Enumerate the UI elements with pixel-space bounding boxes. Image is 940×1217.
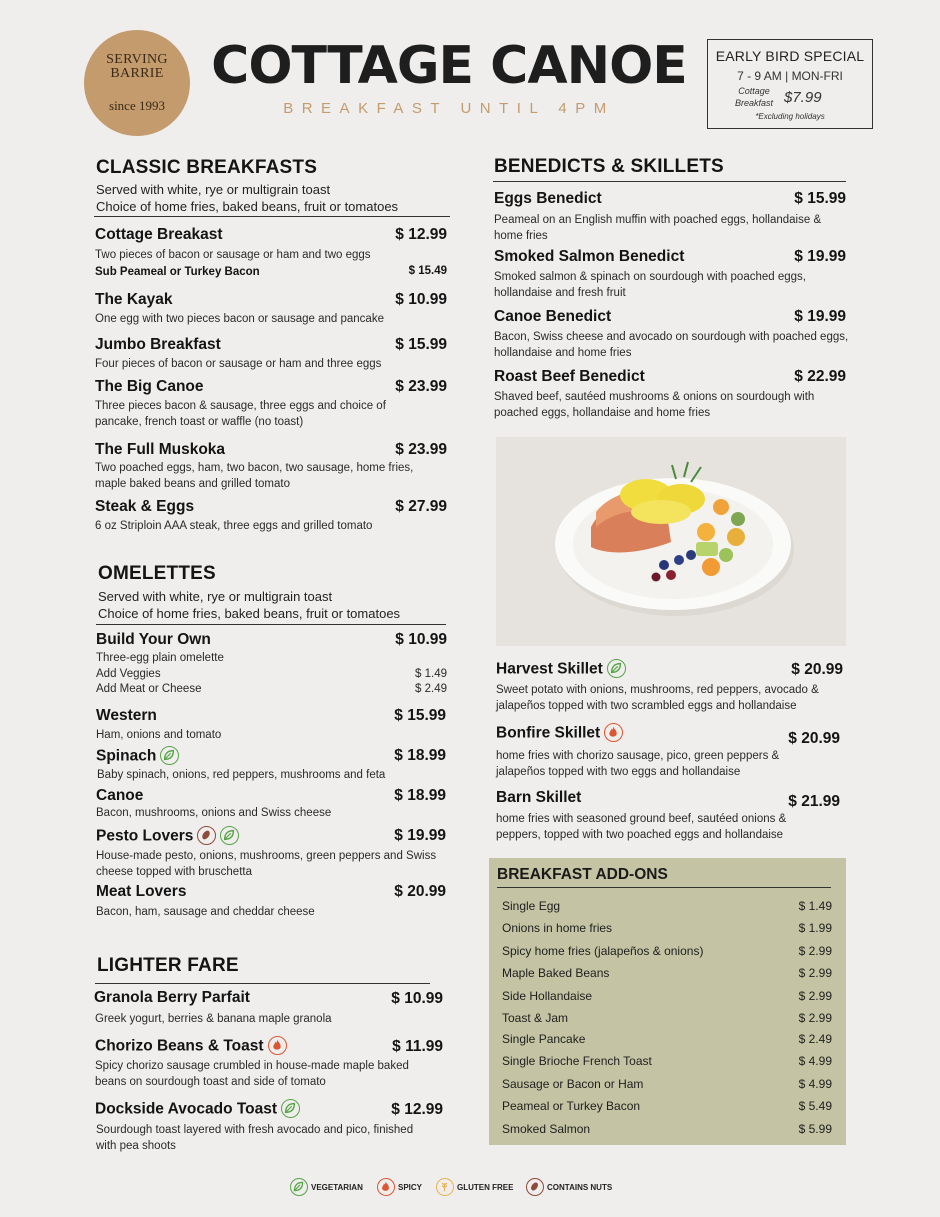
menu-item-desc: Smoked salmon & spinach on sourdough with poached eggs, hollandaise and fresh fruit bbox=[494, 271, 806, 299]
menu-item-price: $ 12.99 bbox=[395, 226, 447, 243]
menu-item-price: $ 12.99 bbox=[391, 1101, 443, 1118]
menu-item-price: $ 19.99 bbox=[794, 308, 846, 325]
menu-item-name bbox=[95, 1100, 300, 1119]
menu-item-price: $ 11.99 bbox=[392, 1038, 443, 1055]
menu-item-name bbox=[496, 724, 623, 743]
menu-item-option: Add Meat or Cheese bbox=[96, 683, 202, 695]
menu-item-desc: Baby spinach, onions, red peppers, mushrooms and feta bbox=[97, 769, 386, 781]
addon-name: Single Brioche French Toast bbox=[502, 1054, 652, 1068]
menu-item-price: $ 10.99 bbox=[391, 990, 443, 1007]
gluten-free-icon bbox=[436, 1178, 454, 1196]
legend-label: GLUTEN FREE bbox=[457, 1183, 514, 1193]
menu-item-option-price: $ 15.49 bbox=[408, 265, 447, 277]
menu-item-price: $ 15.99 bbox=[394, 707, 446, 724]
badge-line1: SERVING bbox=[106, 52, 168, 67]
menu-item-name: Eggs Benedict bbox=[494, 190, 602, 207]
legend-label: SPICY bbox=[398, 1183, 423, 1193]
addon-price: $ 1.49 bbox=[798, 899, 832, 913]
menu-item-price: $ 18.99 bbox=[394, 747, 446, 764]
menu-item-price: $ 20.99 bbox=[791, 661, 843, 678]
logo-badge bbox=[84, 30, 190, 136]
addon-price: $ 4.99 bbox=[798, 1054, 832, 1068]
legend-gluten-free bbox=[436, 1179, 513, 1197]
menu-item-desc: Peameal on an English muffin with poached eggs, hollandaise & home fries bbox=[494, 214, 822, 242]
addon-name: Spicy home fries (jalapeños & onions) bbox=[502, 944, 704, 958]
contains-nuts-icon bbox=[526, 1178, 544, 1196]
menu-item-name: The Kayak bbox=[95, 291, 173, 308]
classic-rule bbox=[94, 216, 450, 217]
menu-item-name-text: Chorizo Beans & Toast bbox=[95, 1037, 264, 1055]
addon-price: $ 2.99 bbox=[798, 944, 832, 958]
menu-item-price: $ 20.99 bbox=[394, 883, 446, 900]
menu-item-price: $ 22.99 bbox=[794, 368, 846, 385]
menu-item-name bbox=[96, 747, 179, 766]
lighter-title: LIGHTER FARE bbox=[97, 955, 239, 976]
vegetarian-icon bbox=[290, 1178, 308, 1196]
menu-item-price: $ 19.99 bbox=[394, 827, 446, 844]
menu-item-desc: Bacon, Swiss cheese and avocado on sourdough with poached eggs, hollandaise and home fries bbox=[494, 331, 849, 359]
menu-item-desc: Bacon, mushrooms, onions and Swiss cheese bbox=[96, 807, 332, 819]
menu-item-name: Barn Skillet bbox=[496, 789, 582, 806]
addon-price: $ 5.49 bbox=[798, 1099, 832, 1113]
legend-label: VEGETARIAN bbox=[311, 1183, 363, 1193]
addon-name: Onions in home fries bbox=[502, 921, 613, 935]
menu-item-desc: Two pieces of bacon or sausage or ham and two eggs bbox=[95, 249, 371, 261]
menu-item-desc: House-made pesto, onions, mushrooms, green peppers and Swiss cheese topped with bruschetta bbox=[96, 850, 437, 878]
menu-item-name: Smoked Salmon Benedict bbox=[494, 248, 685, 265]
menu-item-desc: Bacon, ham, sausage and cheddar cheese bbox=[96, 906, 315, 918]
menu-item-name-text: Harvest Skillet bbox=[496, 660, 603, 678]
menu-item-name: The Big Canoe bbox=[95, 378, 204, 395]
lighter-rule bbox=[95, 983, 430, 984]
addon-name: Side Hollandaise bbox=[502, 989, 593, 1003]
omelettes-subtitle2: Choice of home fries, baked beans, fruit or tomatoes bbox=[98, 606, 401, 621]
menu-item-option-price: $ 1.49 bbox=[415, 668, 447, 680]
menu-item-option: Sub Peameal or Turkey Bacon bbox=[95, 266, 260, 278]
menu-item-name-text: Pesto Lovers bbox=[96, 827, 194, 845]
menu-item-price: $ 15.99 bbox=[395, 336, 447, 353]
page-title: COTTAGE CANOE bbox=[211, 36, 687, 96]
menu-item-name: Canoe Benedict bbox=[494, 308, 612, 325]
menu-item-name: Roast Beef Benedict bbox=[494, 368, 645, 385]
menu-item-name bbox=[95, 1037, 287, 1056]
menu-item-name: Jumbo Breakfast bbox=[95, 336, 221, 353]
vegetarian-icon bbox=[160, 746, 179, 765]
page-subtitle: BREAKFAST UNTIL 4PM bbox=[283, 100, 615, 117]
addon-price: $ 5.99 bbox=[798, 1122, 832, 1136]
omelettes-subtitle1: Served with white, rye or multigrain toast bbox=[98, 589, 333, 604]
menu-item-name: Western bbox=[96, 707, 157, 724]
early-bird-note: *Excluding holidays bbox=[755, 112, 825, 121]
menu-item-desc: Shaved beef, sautéed mushrooms & onions on sourdough with poached eggs, hollandaise and home fries bbox=[494, 391, 815, 419]
badge-since: since 1993 bbox=[109, 98, 165, 113]
early-bird-box bbox=[707, 39, 873, 129]
menu-item-option-price: $ 2.49 bbox=[415, 683, 447, 695]
benedicts-rule bbox=[493, 181, 846, 182]
menu-item-desc: home fries with seasoned ground beef, sautéed onions & peppers, topped with two poached eggs and hollandaise bbox=[496, 813, 787, 841]
menu-item-price: $ 10.99 bbox=[395, 631, 447, 648]
addon-price: $ 1.99 bbox=[798, 921, 832, 935]
addon-name: Smoked Salmon bbox=[502, 1122, 591, 1136]
menu-item-desc: Three pieces bacon & sausage, three eggs and choice of pancake, french toast or waffle (no toast) bbox=[95, 400, 386, 428]
menu-item-name: Cottage Breakast bbox=[95, 226, 223, 243]
menu-item-desc: Spicy chorizo sausage crumbled in house-made maple baked beans on sourdough toast and side of tomato bbox=[95, 1060, 409, 1088]
menu-item-desc: Four pieces of bacon or sausage or ham and three eggs bbox=[95, 358, 382, 370]
menu-item-name bbox=[496, 660, 626, 679]
addons-rule bbox=[497, 887, 831, 888]
menu-item-price: $ 10.99 bbox=[395, 291, 447, 308]
addon-name: Peameal or Turkey Bacon bbox=[502, 1099, 641, 1113]
menu-item-desc: Sweet potato with onions, mushrooms, red peppers, avocado & jalapeños topped with two scrambled eggs and hollandaise bbox=[496, 684, 819, 712]
menu-item-desc: Sourdough toast layered with fresh avocado and pico, finished with pea shoots bbox=[96, 1124, 414, 1152]
menu-item-price: $ 23.99 bbox=[395, 378, 447, 395]
benedicts-title: BENEDICTS & SKILLETS bbox=[494, 156, 724, 177]
menu-item-desc: One egg with two pieces bacon or sausage and pancake bbox=[95, 313, 384, 325]
menu-item-name: Meat Lovers bbox=[96, 883, 187, 900]
menu-item-price: $ 21.99 bbox=[788, 793, 840, 810]
classic-subtitle2: Choice of home fries, baked beans, fruit or tomatoes bbox=[96, 199, 399, 214]
addon-name: Single Pancake bbox=[502, 1032, 586, 1046]
menu-item-name bbox=[96, 827, 239, 846]
early-bird-title: EARLY BIRD SPECIAL bbox=[715, 48, 865, 64]
menu-item-desc: Ham, onions and tomato bbox=[96, 729, 222, 741]
menu-item-name-text: Bonfire Skillet bbox=[496, 724, 601, 742]
omelettes-rule bbox=[96, 624, 446, 625]
vegetarian-icon bbox=[220, 826, 239, 845]
menu-item-desc: Two poached eggs, ham, two bacon, two sausage, home fries, maple baked beans and grilled tomato bbox=[95, 462, 414, 490]
spicy-icon bbox=[377, 1178, 395, 1196]
addon-name: Maple Baked Beans bbox=[502, 966, 610, 980]
early-bird-hours: 7 - 9 AM | MON-FRI bbox=[737, 69, 843, 83]
menu-item-price: $ 20.99 bbox=[788, 730, 840, 747]
legend-nuts bbox=[526, 1179, 612, 1197]
addon-name: Toast & Jam bbox=[502, 1011, 569, 1025]
menu-item-price: $ 27.99 bbox=[395, 498, 447, 515]
menu-item-name-text: Dockside Avocado Toast bbox=[95, 1100, 278, 1118]
addon-name: Sausage or Bacon or Ham bbox=[502, 1077, 644, 1091]
menu-item-price: $ 19.99 bbox=[794, 248, 846, 265]
vegetarian-icon bbox=[281, 1099, 300, 1118]
addon-name: Single Egg bbox=[502, 899, 561, 913]
spicy-icon bbox=[604, 723, 623, 742]
menu-item-name: Build Your Own bbox=[96, 631, 211, 648]
menu-item-price: $ 18.99 bbox=[394, 787, 446, 804]
menu-item-price: $ 23.99 bbox=[395, 441, 447, 458]
menu-item-desc: Three-egg plain omelette bbox=[96, 652, 224, 664]
menu-item-price: $ 15.99 bbox=[794, 190, 846, 207]
menu-item-desc: 6 oz Striploin AAA steak, three eggs and grilled tomato bbox=[95, 520, 373, 532]
addon-price: $ 2.99 bbox=[798, 966, 832, 980]
addon-price: $ 2.49 bbox=[798, 1032, 832, 1046]
legend-vegetarian bbox=[290, 1179, 363, 1197]
classic-title: CLASSIC BREAKFASTS bbox=[96, 157, 318, 178]
menu-item-name: Canoe bbox=[96, 787, 144, 804]
addons-title: BREAKFAST ADD-ONS bbox=[497, 866, 668, 883]
early-bird-item: Cottage Breakfast bbox=[734, 86, 774, 108]
food-photo bbox=[496, 437, 846, 646]
addon-price: $ 2.99 bbox=[798, 1011, 832, 1025]
omelettes-title: OMELETTES bbox=[98, 563, 216, 584]
menu-item-name: The Full Muskoka bbox=[95, 441, 226, 458]
menu-item-name: Steak & Eggs bbox=[95, 498, 195, 515]
menu-item-name: Granola Berry Parfait bbox=[94, 989, 250, 1006]
spicy-icon bbox=[268, 1036, 287, 1055]
menu-item-option: Add Veggies bbox=[96, 668, 161, 680]
legend-label: CONTAINS NUTS bbox=[547, 1183, 613, 1193]
addons-panel bbox=[489, 858, 846, 1145]
legend-spicy bbox=[377, 1179, 422, 1197]
early-bird-price: $7.99 bbox=[784, 89, 822, 106]
addon-price: $ 2.99 bbox=[798, 989, 832, 1003]
badge-line2: BARRIE bbox=[110, 66, 164, 81]
menu-item-desc: home fries with chorizo sausage, pico, green peppers & jalapeños topped with two eggs and hollandaise bbox=[496, 750, 780, 778]
addon-price: $ 4.99 bbox=[798, 1077, 832, 1091]
contains-nuts-icon bbox=[197, 826, 216, 845]
menu-item-desc: Greek yogurt, berries & banana maple granola bbox=[95, 1013, 332, 1025]
classic-subtitle1: Served with white, rye or multigrain toast bbox=[96, 182, 331, 197]
menu-item-name-text: Spinach bbox=[96, 747, 157, 765]
vegetarian-icon bbox=[607, 659, 626, 678]
